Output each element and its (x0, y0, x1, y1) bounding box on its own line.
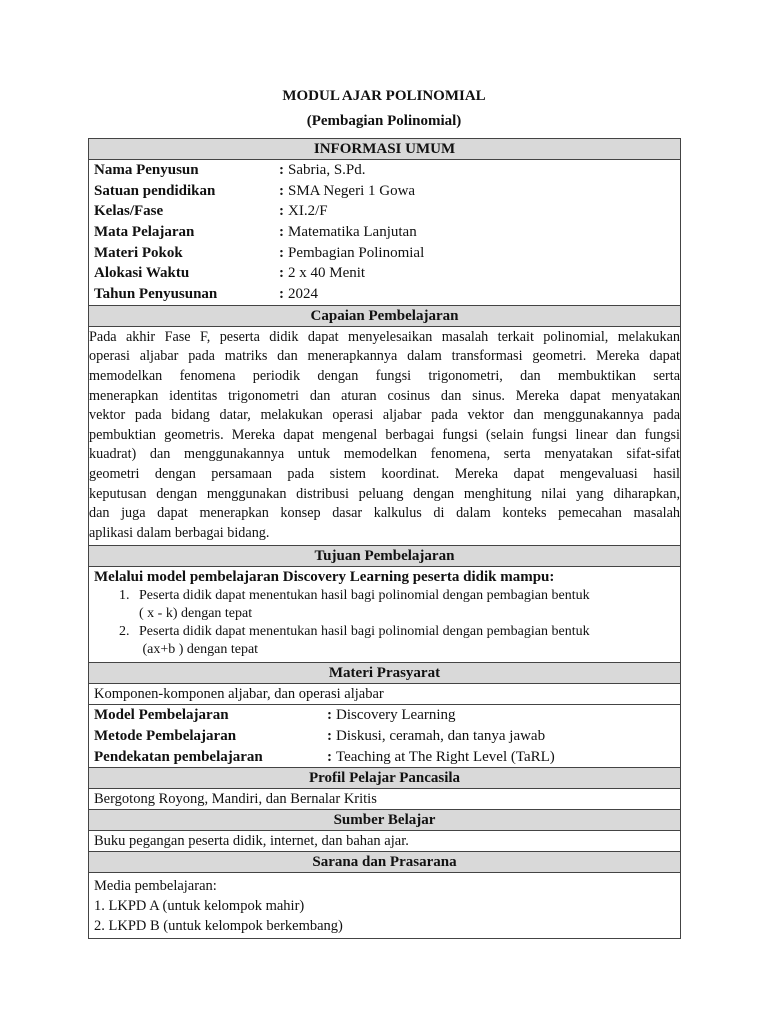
info-row: Alokasi Waktu : 2 x 40 Menit (94, 263, 675, 284)
sarana-line: 1. LKPD A (untuk kelompok mahir) (94, 898, 305, 915)
info-value: 2024 (288, 286, 318, 303)
model-label: Pendekatan pembelajaran (94, 748, 263, 765)
info-value: XI.2/F (288, 203, 328, 220)
info-row: Materi Pokok : Pembagian Polinomial (94, 243, 675, 264)
info-label: Satuan pendidikan (94, 182, 216, 199)
info-value: Pembagian Polinomial (288, 244, 425, 261)
model-label: Model Pembelajaran (94, 707, 229, 724)
capaian-paragraph (89, 327, 680, 547)
info-label: Materi Pokok (94, 244, 183, 261)
model-section (89, 705, 680, 768)
info-value: 2 x 40 Menit (288, 265, 366, 282)
paragraph-line: aplikasi dalam berbagai bidang. (89, 524, 270, 541)
info-label: Tahun Penyusunan (94, 286, 218, 303)
profil-section (89, 789, 680, 810)
paragraph-line: Pada akhir Fase F, peserta didik dapat menyelesaikan masalah terkait polinomial, melakukan (89, 328, 680, 345)
paragraph-line: dan juga dapat menerapkan konsep dasar kalkulus di dalam konteks pemecahan masalah (89, 505, 680, 522)
tujuan-list (94, 587, 675, 659)
materi-prasyarat-text: Komponen-komponen aljabar, dan operasi aljabar (94, 686, 384, 703)
section-header-sarana: Sarana dan Prasarana (89, 852, 680, 873)
materi-prasyarat-section (89, 684, 680, 705)
tujuan-section (89, 567, 680, 663)
info-row: Mata Pelajaran : Matematika Lanjutan (94, 222, 675, 243)
sumber-section (89, 831, 680, 852)
sumber-text: Buku pegangan peserta didik, internet, dan bahan ajar. (94, 833, 409, 850)
paragraph-line: vektor pada bidang datar, melakukan operasi aljabar pada vektor dan menggunakannya pada (89, 407, 680, 424)
info-label: Nama Penyusun (94, 162, 199, 178)
sarana-section (89, 873, 680, 938)
section-header-sumber: Sumber Belajar (89, 810, 680, 831)
info-label: Alokasi Waktu (94, 265, 190, 282)
paragraph-line: pembuktian geometris. Mereka dapat mengenal berbagai fungsi (selain fungsi linear dan fungsi (89, 426, 680, 443)
info-label: Mata Pelajaran (94, 224, 195, 241)
model-row: Metode Pembelajaran : Diskusi, ceramah, dan tanya jawab (94, 726, 675, 747)
section-header-tujuan: Tujuan Pembelajaran (89, 546, 680, 567)
section-header-capaian: Capaian Pembelajaran (89, 306, 680, 327)
info-value: SMA Negeri 1 Gowa (288, 182, 416, 199)
paragraph-line: kuadrat) dan menggunakannya untuk memodelkan fenomena, serta menyatakan sifat-sifat (89, 446, 680, 463)
info-row: Satuan pendidikan : SMA Negeri 1 Gowa (94, 181, 675, 202)
paragraph-line: geometri dengan persamaan pada sistem koordinat. Mereka dapat mengevaluasi hasil (89, 465, 680, 482)
info-value: Sabria, S.Pd. (288, 162, 366, 178)
section-header-informasi-umum: INFORMASI UMUM (89, 139, 680, 160)
model-row: Pendekatan pembelajaran : Teaching at The Right Level (TaRL) (94, 747, 675, 768)
info-row: Tahun Penyusunan : 2024 (94, 284, 675, 305)
document-subtitle: (Pembagian Polinomial) (306, 113, 462, 129)
list-item: 2. Peserta didik dapat menentukan hasil bagi polinomial dengan pembagian bentuk (ax+b ) dengan tepat (119, 624, 590, 658)
list-item: 1. Peserta didik dapat menentukan hasil bagi polinomial dengan pembagian bentuk ( x - k) dengan tepat (119, 588, 590, 622)
sarana-line: Media pembelajaran: (94, 878, 217, 895)
paragraph-line: keputusan dengan menggunakan distribusi peluang dengan menghitung nilai yang diharapkan, (89, 485, 680, 502)
paragraph-line: memodelkan fenomena periodik dengan fungsi trigonometri, dan membuktikan serta (89, 368, 680, 384)
sarana-line: 2. LKPD B (untuk kelompok berkembang) (94, 918, 343, 935)
module-table (88, 138, 681, 939)
model-label: Metode Pembelajaran (94, 728, 237, 745)
paragraph-line: operasi aljabar pada matriks dan menerapkannya dalam transformasi geometri. Mereka dapat (89, 348, 680, 365)
paragraph-line: menerapkan identitas trigonometri dan aturan cosinus dan sinus. Mereka dapat menyatakan (89, 387, 680, 404)
info-row: Nama Penyusun : Sabria, S.Pd. (94, 160, 675, 181)
section-header-materi-prasyarat: Materi Prasyarat (89, 663, 680, 684)
info-value: Matematika Lanjutan (288, 224, 417, 241)
tujuan-intro: Melalui model pembelajaran Discovery Learning peserta didik mampu: (94, 569, 555, 586)
info-row: Kelas/Fase : XI.2/F (94, 201, 675, 222)
section-header-profil: Profil Pelajar Pancasila (89, 768, 680, 789)
model-value: Discovery Learning (336, 707, 456, 724)
info-label: Kelas/Fase (94, 203, 164, 220)
document-title: MODUL AJAR POLINOMIAL (282, 88, 486, 104)
model-value: Teaching at The Right Level (TaRL) (336, 748, 555, 765)
informasi-umum-section (89, 160, 680, 306)
profil-text: Bergotong Royong, Mandiri, dan Bernalar Kritis (94, 791, 377, 808)
model-value: Diskusi, ceramah, dan tanya jawab (336, 728, 546, 745)
model-row: Model Pembelajaran : Discovery Learning (94, 705, 675, 726)
